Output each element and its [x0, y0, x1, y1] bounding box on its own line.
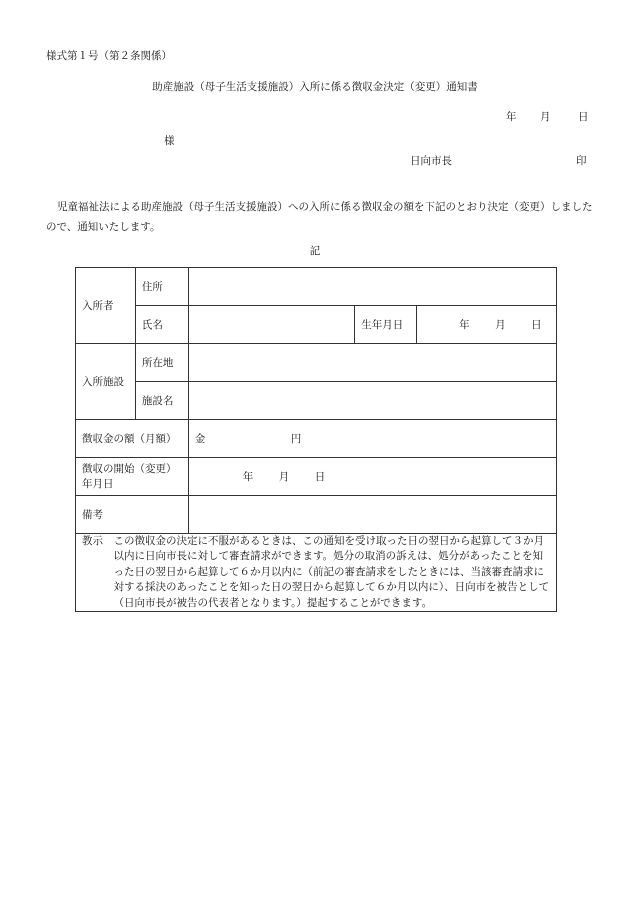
- start-month: 月: [278, 471, 290, 483]
- amount-prefix: 金: [194, 433, 206, 445]
- form-number: 様式第１号（第２条関係）: [46, 50, 172, 62]
- facility-name-value[interactable]: [188, 382, 556, 420]
- start-label: 徴収の開始（変更）年月日: [76, 458, 189, 496]
- table-row: [76, 382, 557, 420]
- date-month: 月: [540, 111, 551, 123]
- birth-value[interactable]: [417, 306, 557, 344]
- instruction-text: 教示 この徴収金の決定に不服があるときは、この通知を受け取った日の翌日から起算して３か月以内に日向市長に対して審査請求ができます。処分の取消の訴えは、処分があったことを知った日の翌日から起算して６か月以内に（前記の審査請求をしたときには、当該審査請求に対する採決のあったことを知った日の翌日から起算して６か月以内に）、日向市を被告として（日向市長が被告の代表者となります。）提起することができます。: [82, 535, 550, 609]
- body-paragraph: 児童福祉法による助産施設（母子生活支援施設）への入所に係る徴収金の額を下記のとおり決定（変更）しましたので、通知いたします。: [46, 201, 593, 233]
- location-label: 所在地: [135, 344, 188, 382]
- remarks-label: 備考: [76, 496, 189, 534]
- resident-label: 入所者: [76, 268, 136, 344]
- address-value[interactable]: [188, 268, 556, 306]
- remarks-value[interactable]: [188, 496, 556, 534]
- sender-name: 日向市長: [410, 155, 452, 167]
- table-row: [76, 534, 557, 612]
- date-day: 日: [578, 111, 589, 123]
- start-day: 日: [314, 471, 326, 483]
- issue-date: [506, 111, 589, 124]
- recipient-suffix: 様: [164, 135, 175, 147]
- facility-name-label: 施設名: [135, 382, 188, 420]
- table-row: [76, 496, 557, 534]
- location-value[interactable]: [188, 344, 556, 382]
- document-title: 助産施設（母子生活支援施設）入所に係る徴収金決定（変更）通知書: [152, 81, 478, 93]
- name-label: 氏名: [135, 306, 188, 344]
- birth-year: 年: [459, 319, 470, 331]
- birth-month: 月: [495, 319, 506, 331]
- instruction-notice: [76, 534, 557, 612]
- name-value[interactable]: [188, 306, 355, 344]
- table-row: [76, 306, 557, 344]
- start-year: 年: [242, 471, 254, 483]
- ki-heading: 記: [309, 245, 321, 257]
- birth-label: 生年月日: [355, 306, 417, 344]
- date-year: 年: [506, 111, 517, 123]
- address-label: 住所: [135, 268, 188, 306]
- table-row: [76, 458, 557, 496]
- facility-label: 入所施設: [76, 344, 136, 420]
- table-row: [76, 268, 557, 306]
- amount-unit: 円: [290, 433, 302, 445]
- amount-value[interactable]: [188, 420, 556, 458]
- start-value[interactable]: [188, 458, 556, 496]
- seal-mark: 印: [576, 155, 587, 167]
- details-table: [75, 267, 557, 612]
- table-row: [76, 420, 557, 458]
- table-row: [76, 344, 557, 382]
- birth-day: 日: [531, 319, 542, 331]
- amount-label: 徴収金の額（月額）: [76, 420, 189, 458]
